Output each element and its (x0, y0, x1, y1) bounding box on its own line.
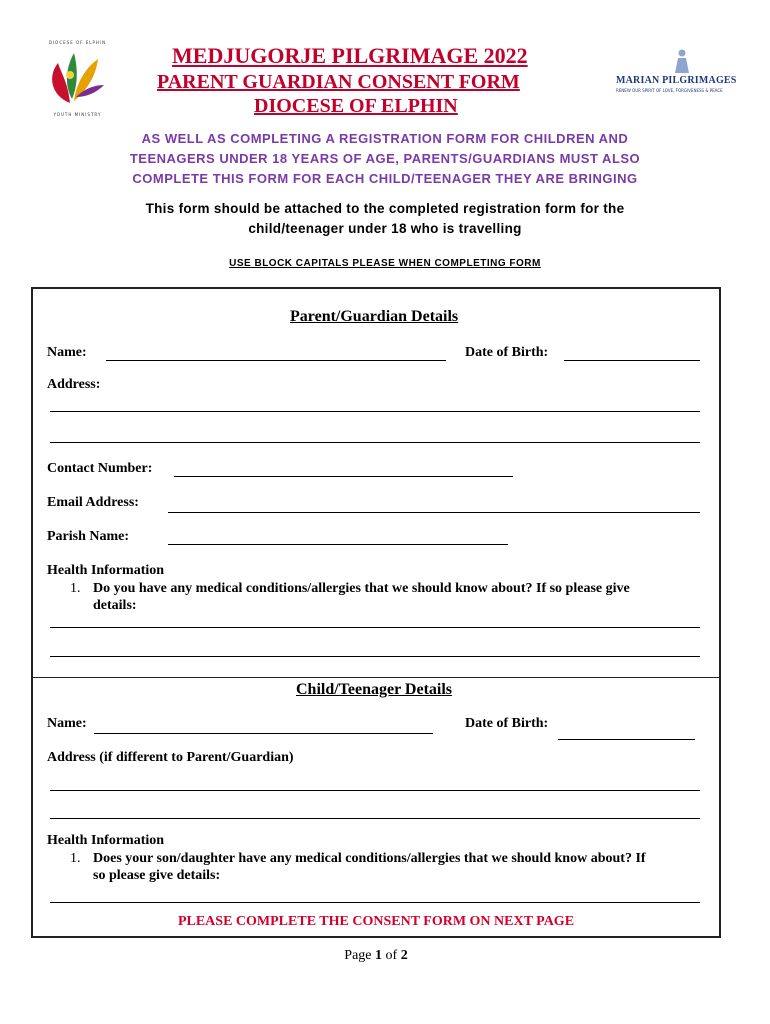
parent-name-label: Name: (47, 345, 87, 360)
logo-brand-name: MARIAN PILGRIMAGES (616, 75, 737, 86)
parent-name-field[interactable] (106, 360, 446, 361)
child-question-number: 1. (70, 851, 81, 866)
section-divider (33, 677, 719, 678)
child-address-field-1[interactable] (50, 790, 700, 791)
next-page-notice: PLEASE COMPLETE THE CONSENT FORM ON NEXT PAGE (177, 914, 575, 929)
parent-health-label: Health Information (47, 563, 165, 578)
child-dob-field[interactable] (558, 739, 695, 740)
parent-health-question (93, 580, 703, 614)
child-health-field-1[interactable] (50, 902, 700, 903)
marian-pilgrimages-logo (616, 48, 748, 98)
parent-question-line-2: details: (93, 598, 137, 613)
child-section-title: Child/Teenager Details (296, 681, 453, 698)
child-health-label: Health Information (47, 833, 165, 848)
child-question-line-1: Does your son/daughter have any medical conditions/allergies that we should know about? If (93, 851, 646, 866)
child-name-label: Name: (47, 716, 87, 731)
parent-question-number: 1. (70, 581, 81, 596)
parent-health-field-1[interactable] (50, 627, 700, 628)
logo-tagline: RENEW OUR SPIRIT OF LOVE, FORGIVENESS & PEACE (616, 88, 723, 93)
child-health-question (93, 850, 715, 884)
parent-email-label: Email Address: (47, 495, 139, 510)
child-question-line-2: so please give details: (93, 868, 221, 883)
parent-dob-label: Date of Birth: (465, 345, 549, 360)
logo-caption-bottom: YOUTH MINISTRY (53, 112, 102, 117)
title-line-3: DIOCESE OF ELPHIN (254, 95, 458, 117)
parent-health-field-2[interactable] (50, 656, 700, 657)
diocese-youth-logo (40, 40, 115, 122)
intro-line-1: AS WELL AS COMPLETING A REGISTRATION FORM FOR CHILDREN AND (141, 131, 629, 146)
attach-line-2: child/teenager under 18 who is travelling (248, 221, 522, 236)
intro-notice (40, 129, 730, 189)
child-dob-label: Date of Birth: (465, 716, 549, 731)
attach-line-1: This form should be attached to the completed registration form for the (145, 201, 625, 216)
page-total: 2 (400, 948, 408, 963)
child-address-field-2[interactable] (50, 818, 700, 819)
page-of: of (382, 948, 401, 963)
child-name-field[interactable] (94, 733, 433, 734)
attach-instruction (40, 199, 730, 239)
parent-section-title: Parent/Guardian Details (290, 308, 459, 325)
parent-address-field-1[interactable] (50, 411, 700, 412)
parent-contact-field[interactable] (174, 476, 513, 477)
page-current: 1 (375, 948, 383, 963)
child-address-label: Address (if different to Parent/Guardian) (47, 750, 294, 765)
intro-line-3: COMPLETE THIS FORM FOR EACH CHILD/TEENAGER THEY ARE BRINGING (132, 171, 638, 186)
page-prefix: Page (344, 948, 376, 963)
marian-pilgrimages-logo-icon (672, 48, 692, 74)
parent-address-field-2[interactable] (50, 442, 700, 443)
parent-parish-label: Parish Name: (47, 529, 130, 544)
parent-question-line-1: Do you have any medical conditions/allergies that we should know about? If so please give (93, 581, 630, 596)
parent-parish-field[interactable] (168, 544, 508, 545)
logo-caption-top: DIOCESE OF ELPHIN (48, 40, 107, 45)
page-number (31, 948, 721, 964)
parent-address-label: Address: (47, 377, 101, 392)
parent-dob-field[interactable] (564, 360, 700, 361)
intro-line-2: TEENAGERS UNDER 18 YEARS OF AGE, PARENTS/GUARDIANS MUST ALSO (129, 151, 641, 166)
parent-contact-label: Contact Number: (47, 461, 153, 476)
block-capitals-note: USE BLOCK CAPITALS PLEASE WHEN COMPLETING FORM (229, 258, 541, 269)
title-line-2: PARENT GUARDIAN CONSENT FORM (157, 71, 520, 93)
diocese-youth-logo-icon (40, 45, 115, 107)
parent-email-field[interactable] (168, 512, 700, 513)
title-line-1: MEDJUGORJE PILGRIMAGE 2022 (172, 43, 528, 68)
